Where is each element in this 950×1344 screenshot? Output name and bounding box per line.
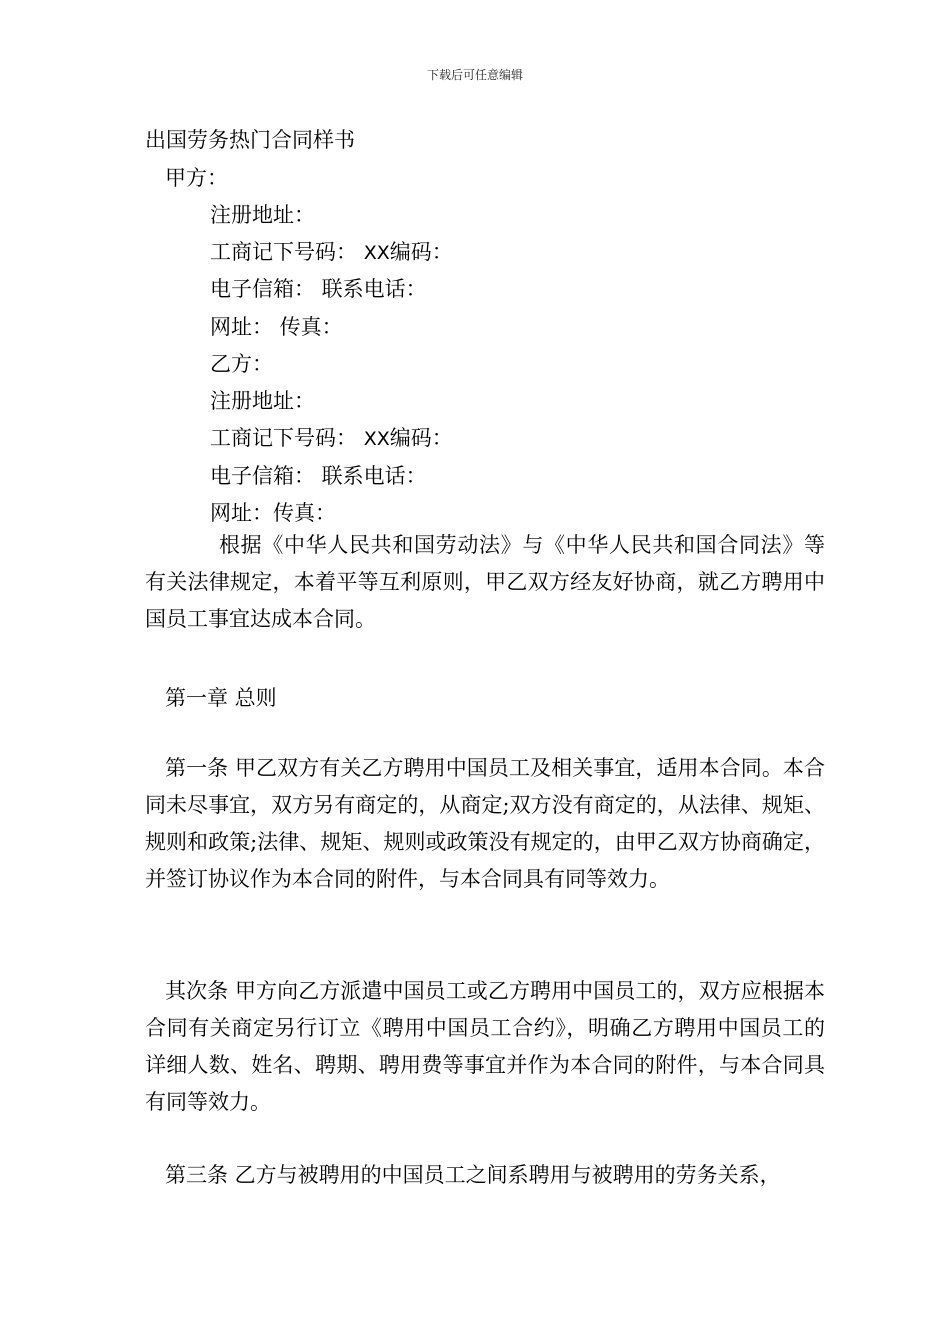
party-b-registration (210, 422, 453, 452)
preamble-paragraph: 根据《中华人民共和国劳动法》与《中华人民共和国合同法》等有关法律规定，本着平等互利原则，甲乙双方经友好协商，就乙方聘用中国员工事宜达成本合同。 (145, 533, 825, 631)
article-2-paragraph: 其次条 甲方向乙方派遣中国员工或乙方聘用中国员工的，双方应根据本合同有关商定另行订立《聘用中国员工合约》，明确乙方聘用中国员工的详细人数、姓名、聘期、聘用费等事宜并作为本合同的附件，与本合同具有同等效力。 (145, 979, 825, 1114)
party-b-reg-prefix: 工商记下号码： (210, 426, 357, 450)
party-a-reg-xx: XX (363, 242, 390, 264)
party-a-reg-suffix: 编码： (389, 240, 453, 264)
party-a-address: 注册地址： (210, 203, 315, 227)
party-b-reg-suffix: 编码： (389, 426, 453, 450)
party-b-reg-xx: XX (363, 428, 390, 450)
party-a-reg-prefix: 工商记下号码： (210, 240, 357, 264)
party-a-web-fax: 网址： 传真： (210, 315, 343, 339)
party-b-label: 乙方： (210, 352, 273, 376)
party-a-email-phone: 电子信箱： 联系电话： (210, 277, 427, 301)
chapter-1-heading: 第一章 总则 (165, 686, 277, 710)
party-a-registration (210, 236, 453, 266)
article-3-paragraph: 第三条 乙方与被聘用的中国员工之间系聘用与被聘用的劳务关系， (165, 1163, 781, 1187)
header-note: 下载后可任意编辑 (426, 68, 523, 82)
party-b-web-fax: 网址：传真： (210, 501, 336, 525)
party-b-address: 注册地址： (210, 389, 315, 413)
article-1-paragraph: 第一条 甲乙双方有关乙方聘用中国员工及相关事宜，适用本合同。本合同未尽事宜，双方另有商定的，从商定;双方没有商定的，从法律、规矩、规则和政策;法律、规矩、规则或政策没有规定的，由甲乙双方协商确定，并签订协议作为本合同的附件，与本合同具有同等效力。 (145, 756, 825, 891)
party-a-label: 甲方： (165, 166, 228, 190)
party-b-email-phone: 电子信箱： 联系电话： (210, 464, 427, 488)
document-title: 出国劳务热门合同样书 (145, 128, 355, 152)
